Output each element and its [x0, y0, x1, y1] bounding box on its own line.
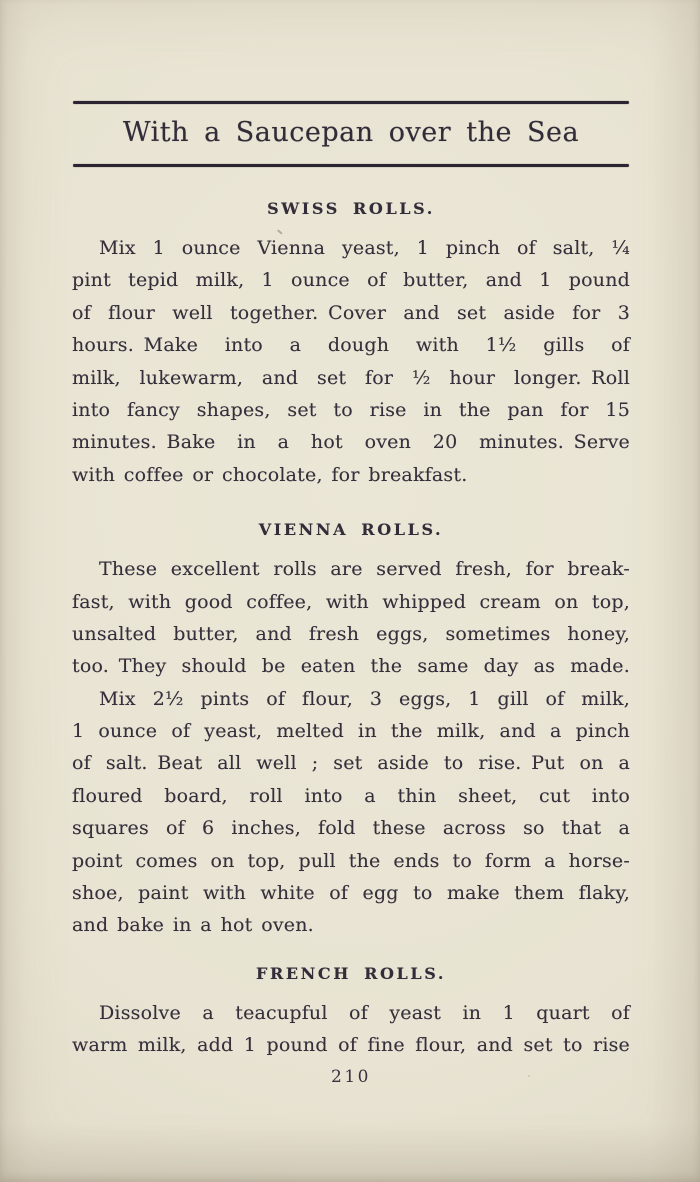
text-line: Mix 1 ounce Vienna yeast, 1 pinch of salt, ¼	[99, 237, 630, 259]
recipe-section	[72, 515, 630, 942]
text-line: fast, with good coffee, with whipped cream on top,	[72, 590, 630, 613]
header-rule-bottom	[73, 164, 629, 167]
page-number: 210	[331, 1067, 371, 1087]
text-line: too. They should be eaten the same day as made.	[72, 655, 630, 678]
recipe-section	[72, 194, 630, 491]
text-line: floured board, roll into a thin sheet, cut into	[72, 784, 630, 807]
recipe-section	[72, 959, 630, 1062]
page-body	[72, 190, 630, 1062]
text-line: and bake in a hot oven.	[72, 914, 314, 937]
text-line: Dissolve a teacupful of yeast in 1 quart of	[99, 1001, 630, 1024]
text-line: point comes on top, pull the ends to form a horse-	[72, 849, 630, 872]
scan-speck-artifact	[528, 1075, 530, 1077]
text-line: hours. Make into a dough with 1½ gills of	[72, 334, 630, 357]
text-line: with coffee or chocolate, for breakfast.	[72, 463, 468, 486]
text-line: into fancy shapes, set to rise in the pan for 15	[72, 398, 630, 421]
text-line: squares of 6 inches, fold these across so that a	[72, 817, 630, 840]
text-line: of flour well together. Cover and set aside for 3	[72, 301, 630, 324]
running-title: With a Saucepan over the Sea	[122, 117, 580, 148]
text-line: milk, lukewarm, and set for ½ hour longer. Roll	[72, 366, 630, 389]
text-line: of salt. Beat all well ; set aside to rise. Put on a	[72, 752, 630, 775]
paragraph	[72, 232, 630, 491]
text-line: Mix 2½ pints of flour, 3 eggs, 1 gill of milk,	[99, 687, 630, 710]
section-heading: VIENNA ROLLS.	[258, 520, 444, 540]
paragraph	[72, 683, 630, 942]
text-line: These excellent rolls are served fresh, for break-	[99, 558, 630, 581]
text-line: 1 ounce of yeast, melted in the milk, and a pinch	[72, 720, 630, 743]
section-heading: FRENCH ROLLS.	[256, 963, 446, 983]
text-line: shoe, paint with white of egg to make them flaky,	[72, 882, 630, 905]
section-heading: SWISS ROLLS.	[267, 199, 435, 218]
text-line: pint tepid milk, 1 ounce of butter, and 1 pound	[72, 269, 630, 292]
text-line: unsalted butter, and fresh eggs, sometimes honey,	[72, 622, 630, 645]
paragraph	[72, 997, 630, 1062]
text-line: minutes. Bake in a hot oven 20 minutes. Serve	[72, 431, 630, 454]
text-line: warm milk, add 1 pound of fine flour, and set to rise	[72, 1034, 630, 1057]
paragraph	[72, 553, 630, 683]
header-rule-top	[73, 101, 629, 104]
